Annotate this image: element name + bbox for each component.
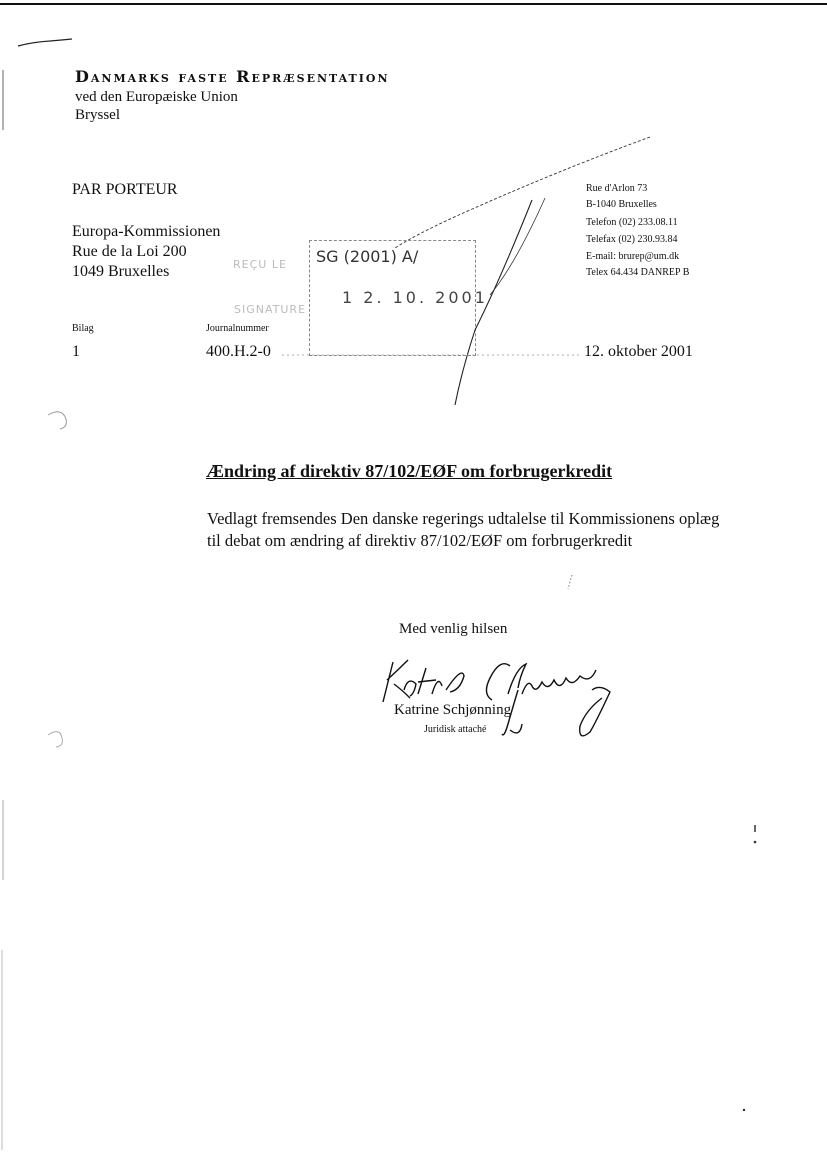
recipient-name: Europa-Kommissionen — [72, 223, 221, 240]
stamp-date: 1 2. 10. 2001 — [342, 288, 488, 307]
pen-stroke — [455, 200, 532, 405]
signature-last-name — [486, 664, 610, 736]
margin-mark — [743, 1109, 745, 1111]
stamp-received-label: REÇU LE — [233, 258, 287, 271]
organization-title: Danmarks faste Repræsentation — [75, 67, 390, 86]
recipient-street: Rue de la Loi 200 — [72, 243, 187, 260]
letter-date: 12. oktober 2001 — [584, 343, 693, 360]
body-paragraph: Vedlagt fremsendes Den danske regerings udtalelse til Kommissionens oplæg til debat om ændring af direktiv 87/102/EØF om forbrugerkredit — [207, 509, 720, 550]
subject-line: Ændring af direktiv 87/102/EØF om forbrugerkredit — [206, 461, 613, 481]
journal-value: 400.H.2-0 — [206, 343, 271, 360]
contact-street: Rue d'Arlon 73 — [586, 183, 648, 194]
signature-first-name — [383, 660, 464, 702]
signatory-name: Katrine Schjønning — [394, 702, 512, 718]
punch-hole-icon — [48, 412, 66, 429]
organization-city: Bryssel — [75, 107, 120, 123]
contact-fax: Telefax (02) 230.93.84 — [586, 234, 678, 245]
margin-mark — [754, 841, 757, 844]
organization-subtitle: ved den Europæiske Union — [75, 89, 238, 105]
contact-city: B-1040 Bruxelles — [586, 199, 657, 210]
signatory-title: Juridisk attaché — [424, 724, 487, 735]
pen-stroke — [395, 137, 650, 248]
punch-hole-icon — [48, 732, 62, 747]
closing-phrase: Med venlig hilsen — [399, 621, 508, 637]
contact-email: E-mail: brurep@um.dk — [586, 251, 680, 262]
recipient-city: 1049 Bruxelles — [72, 263, 170, 280]
attachment-label: Bilag — [72, 323, 94, 334]
stamp-signature-label: SIGNATURE — [234, 303, 307, 316]
contact-phone: Telefon (02) 233.08.11 — [586, 217, 678, 228]
contact-telex: Telex 64.434 DANREP B — [586, 267, 690, 278]
delivery-method: PAR PORTEUR — [72, 181, 178, 198]
journal-label: Journalnummer — [206, 323, 269, 334]
scan-scribble-icon — [18, 39, 72, 46]
stamp-code: SG (2001) A/ — [316, 247, 419, 266]
stray-mark — [568, 575, 572, 589]
attachment-value: 1 — [72, 343, 80, 360]
